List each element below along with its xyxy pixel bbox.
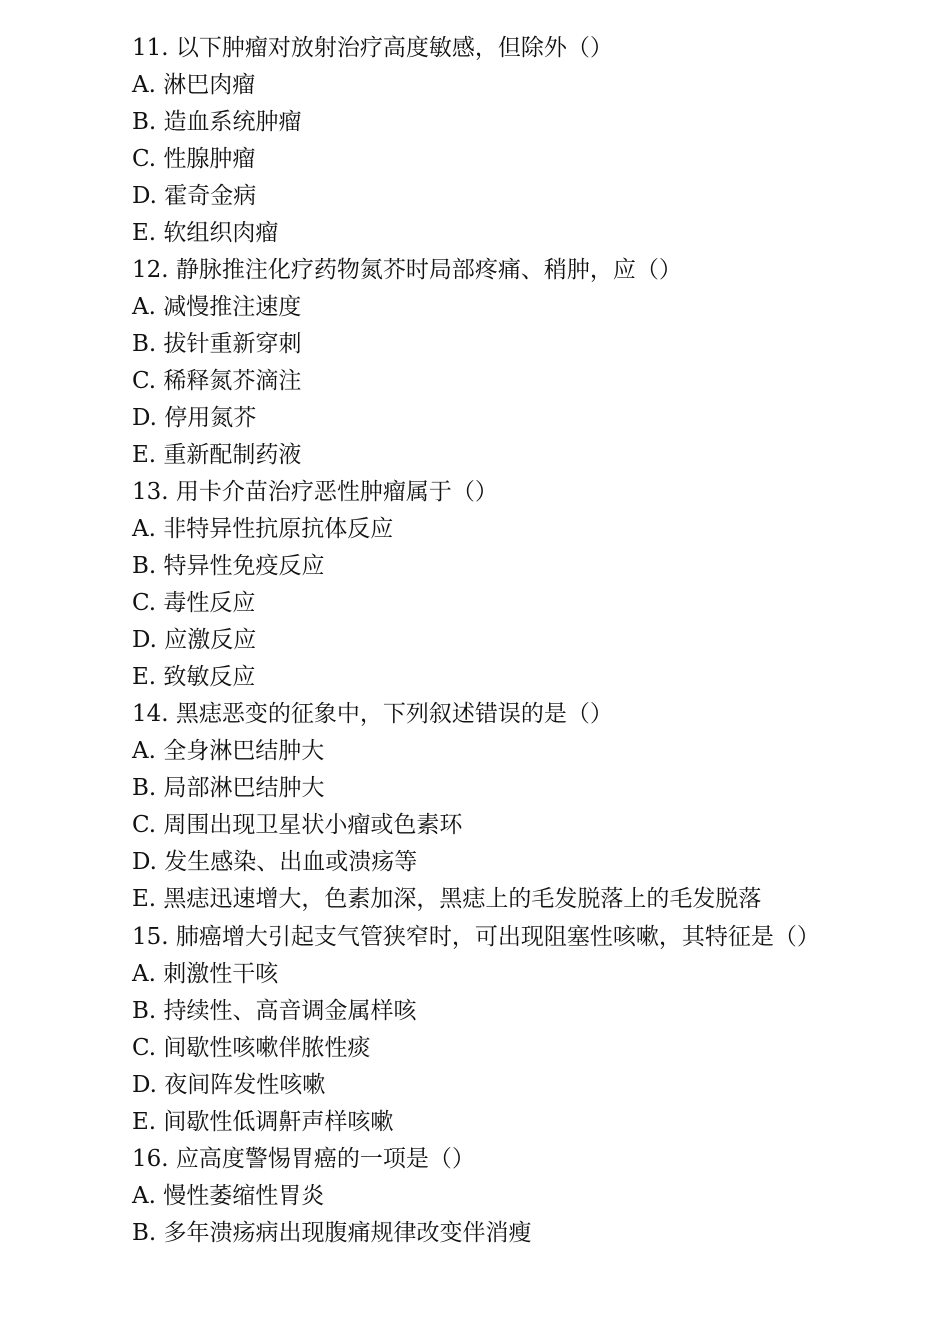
question-stem: 11. 以下肿瘤对放射治疗高度敏感，但除外（） — [132, 35, 613, 61]
option-c: C. 周围出现卫星状小瘤或色素环 — [132, 812, 463, 838]
option-d: D. 停用氮芥 — [132, 405, 257, 431]
question-stem: 14. 黑痣恶变的征象中，下列叙述错误的是（） — [132, 701, 613, 727]
question-15 — [90, 918, 850, 1141]
option-b: B. 拔针重新穿刺 — [132, 331, 302, 357]
option-c: C. 间歇性咳嗽伴脓性痰 — [132, 1035, 371, 1061]
option-d: D. 应激反应 — [132, 627, 257, 653]
option-e: E. 致敏反应 — [132, 664, 256, 690]
question-16 — [90, 1141, 850, 1252]
option-c: C. 稀释氮芥滴注 — [132, 368, 302, 394]
question-stem: 12. 静脉推注化疗药物氮芥时局部疼痛、稍肿，应（） — [132, 257, 682, 283]
question-stem: 15. 肺癌增大引起支气管狭窄时，可出现阻塞性咳嗽，其特征是（） — [132, 924, 820, 950]
option-c: C. 毒性反应 — [132, 590, 256, 616]
question-list — [90, 30, 850, 1252]
option-d: D. 夜间阵发性咳嗽 — [132, 1072, 326, 1098]
option-b: B. 局部淋巴结肿大 — [132, 775, 325, 801]
option-a: A. 淋巴肉瘤 — [132, 72, 256, 98]
question-11 — [90, 30, 850, 252]
option-a: A. 非特异性抗原抗体反应 — [132, 516, 394, 542]
option-e: E. 黑痣迅速增大，色素加深，黑痣上的毛发脱落上的毛发脱落 — [132, 886, 762, 912]
question-14 — [90, 696, 850, 918]
option-a: A. 全身淋巴结肿大 — [132, 738, 325, 764]
option-e: E. 软组织肉瘤 — [132, 220, 279, 246]
option-e: E. 间歇性低调鼾声样咳嗽 — [132, 1109, 394, 1135]
option-d: D. 霍奇金病 — [132, 183, 257, 209]
option-b: B. 造血系统肿瘤 — [132, 109, 302, 135]
question-12 — [90, 252, 850, 474]
option-a: A. 减慢推注速度 — [132, 294, 302, 320]
option-e: E. 重新配制药液 — [132, 442, 302, 468]
option-b: B. 特异性免疫反应 — [132, 553, 325, 579]
option-b: B. 多年溃疡病出现腹痛规律改变伴消瘦 — [132, 1220, 532, 1246]
question-13 — [90, 474, 850, 696]
option-a: A. 慢性萎缩性胃炎 — [132, 1183, 325, 1209]
option-c: C. 性腺肿瘤 — [132, 146, 256, 172]
option-b: B. 持续性、高音调金属样咳 — [132, 998, 417, 1024]
question-stem: 16. 应高度警惕胃癌的一项是（） — [132, 1146, 475, 1172]
option-d: D. 发生感染、出血或溃疡等 — [132, 849, 418, 875]
question-stem: 13. 用卡介苗治疗恶性肿瘤属于（） — [132, 479, 498, 505]
option-a: A. 刺激性干咳 — [132, 961, 279, 987]
